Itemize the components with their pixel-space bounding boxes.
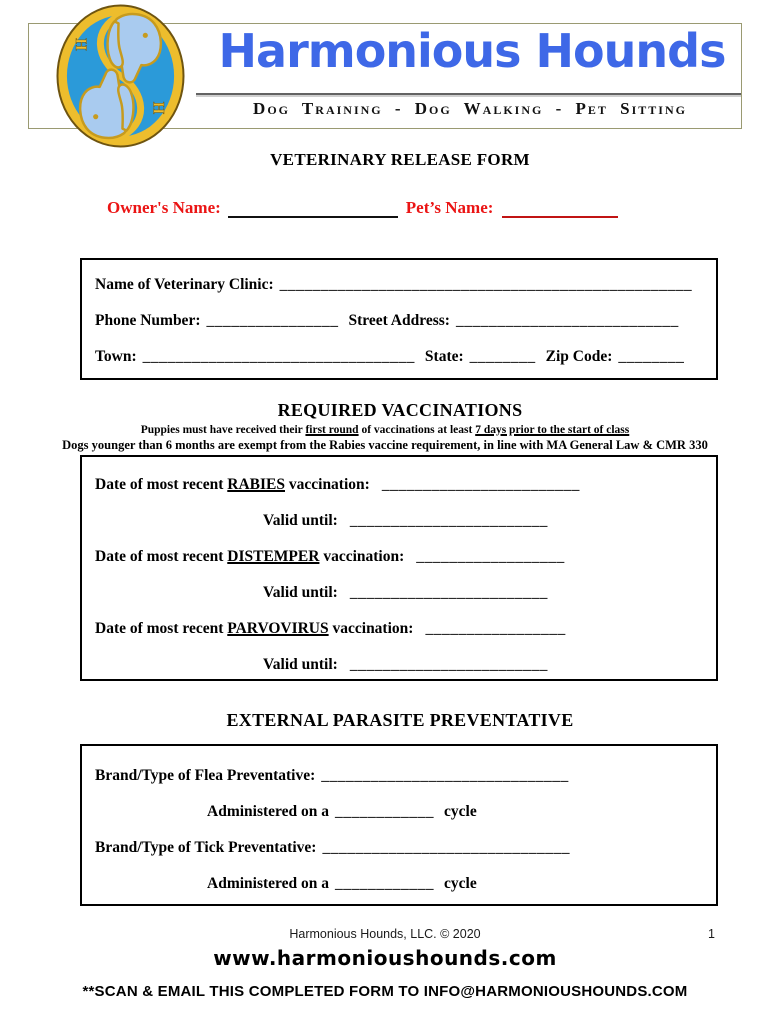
owner-name-label: Owner's Name: <box>107 198 221 217</box>
vaccinations-note-line1 <box>0 424 770 436</box>
zip-blank: ________ <box>618 348 685 365</box>
copyright-line: Harmonious Hounds, LLC. © 2020 <box>289 927 481 941</box>
zip-label: Zip Code: <box>545 348 613 365</box>
brand-tagline: Dog Training - Dog Walking - Pet Sitting <box>253 99 687 118</box>
vaccinations-note-line2: Dogs younger than 6 months are exempt from the Rabies vaccine requirement, in line with MA General Law & CMR 330 <box>62 438 708 452</box>
form-title: VETERINARY RELEASE FORM <box>270 150 530 169</box>
town-blank: _________________________________ <box>142 348 415 365</box>
tick-cycle-row <box>207 873 703 894</box>
tick-brand-row <box>95 837 703 858</box>
valid-until-label: Valid until: <box>263 584 338 601</box>
tick-brand-blank: ______________________________ <box>322 839 570 856</box>
valid-until-label: Valid until: <box>263 512 338 529</box>
cycle-label: cycle <box>444 803 477 820</box>
town-label: Town: <box>95 348 137 365</box>
phone-label: Phone Number: <box>95 312 201 329</box>
parvovirus-valid-row <box>263 654 703 675</box>
street-address-blank: ___________________________ <box>455 312 679 329</box>
state-label: State: <box>424 348 464 365</box>
logo-monogram-h-left: H <box>71 38 89 51</box>
phone-street-row <box>95 310 703 331</box>
rabies-date-blank: ________________________ <box>381 476 580 493</box>
street-address-label: Street Address: <box>348 312 450 329</box>
distemper-suffix: vaccination: <box>319 548 405 565</box>
external-parasite-heading: EXTERNAL PARASITE PREVENTATIVE <box>226 710 574 730</box>
note1-underlined-b: 7 days prior to the start of class <box>475 424 630 436</box>
note1-text-b: of vaccinations at least <box>358 424 476 436</box>
parvovirus-suffix: vaccination: <box>328 620 414 637</box>
state-blank: ________ <box>469 348 536 365</box>
scan-email-instruction: **SCAN & EMAIL THIS COMPLETED FORM TO INFO@HARMONIOUSHOUNDS.COM <box>82 983 688 1000</box>
owner-name-blank-line <box>228 199 398 218</box>
tick-brand-label: Brand/Type of Tick Preventative: <box>95 839 317 856</box>
rabies-suffix: vaccination: <box>285 476 370 493</box>
brand-underline <box>196 93 741 95</box>
parvovirus-date-blank: _________________ <box>425 620 566 637</box>
pet-name-blank-line <box>502 199 618 218</box>
flea-cycle-blank: ____________ <box>335 803 435 820</box>
page-number: 1 <box>708 927 715 941</box>
clinic-name-row <box>95 274 703 295</box>
flea-brand-row <box>95 765 703 786</box>
vaccinations-box <box>80 455 718 681</box>
parasite-preventative-box <box>80 744 718 906</box>
harmonious-hounds-logo-icon <box>56 4 185 148</box>
note1-underlined-a: first round <box>305 424 359 436</box>
flea-brand-blank: ______________________________ <box>321 767 569 784</box>
distemper-valid-row <box>263 582 703 603</box>
distemper-date-row <box>95 546 703 567</box>
distemper-prefix: Date of most recent <box>95 548 228 565</box>
logo-monogram-h-right: H <box>149 101 167 115</box>
distemper-date-blank: __________________ <box>416 548 565 565</box>
website-url: www.harmonioushounds.com <box>213 946 557 970</box>
rabies-prefix: Date of most recent <box>95 476 228 493</box>
parvovirus-keyword: PARVOVIRUS <box>227 620 329 637</box>
parvovirus-valid-blank: ________________________ <box>349 656 548 673</box>
administered-label: Administered on a <box>207 875 330 892</box>
distemper-keyword: DISTEMPER <box>227 548 320 565</box>
distemper-valid-blank: ________________________ <box>349 584 548 601</box>
rabies-keyword: RABIES <box>227 476 285 493</box>
town-state-zip-row <box>95 346 703 367</box>
parvovirus-date-row <box>95 618 703 639</box>
brand-title: Harmonious Hounds <box>218 24 726 78</box>
clinic-info-box <box>80 258 718 380</box>
phone-blank: ________________ <box>206 312 339 329</box>
required-vaccinations-heading: REQUIRED VACCINATIONS <box>277 400 523 420</box>
rabies-valid-blank: ________________________ <box>349 512 548 529</box>
cycle-label: cycle <box>444 875 477 892</box>
clinic-name-blank: __________________________________________________ <box>279 276 693 293</box>
parvovirus-prefix: Date of most recent <box>95 620 228 637</box>
rabies-date-row <box>95 474 703 495</box>
flea-brand-label: Brand/Type of Flea Preventative: <box>95 767 316 784</box>
tick-cycle-blank: ____________ <box>335 875 435 892</box>
pet-name-label: Pet’s Name: <box>405 198 494 217</box>
rabies-valid-row <box>263 510 703 531</box>
names-row <box>107 198 618 218</box>
valid-until-label: Valid until: <box>263 656 338 673</box>
flea-cycle-row <box>207 801 703 822</box>
administered-label: Administered on a <box>207 803 330 820</box>
note1-text-a: Puppies must have received their <box>140 424 306 436</box>
clinic-name-label: Name of Veterinary Clinic: <box>95 276 274 293</box>
